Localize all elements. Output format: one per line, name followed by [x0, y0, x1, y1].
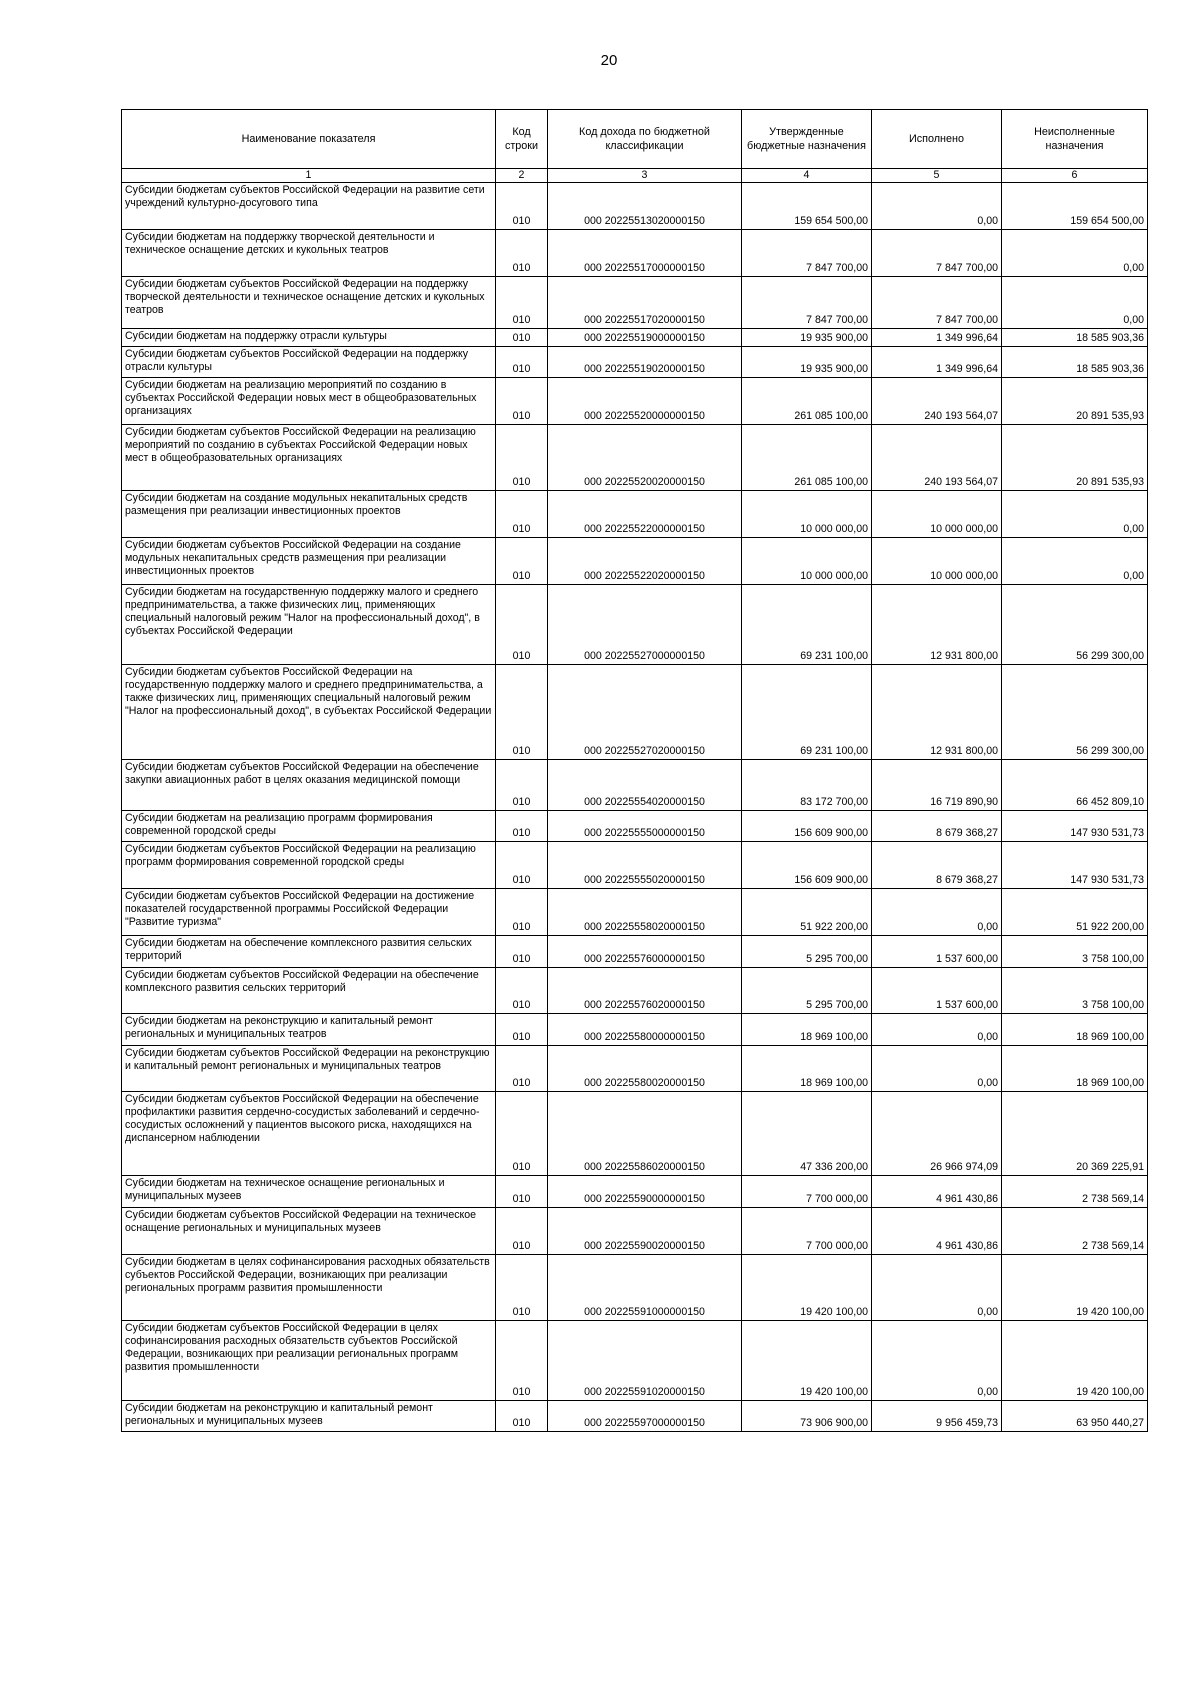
- row-indicator-name: Субсидии бюджетам субъектов Российской Федерации на создание модульных некапитальных средств размещения при реализации инвестиционных проектов: [122, 538, 496, 585]
- row-executed: 12 931 800,00: [872, 665, 1002, 760]
- row-income-code: 000 20225522000000150: [548, 491, 742, 538]
- row-income-code: 000 20225590000000150: [548, 1176, 742, 1208]
- table-row: [122, 1321, 1148, 1401]
- row-line-code: 010: [496, 842, 548, 889]
- row-approved: 10 000 000,00: [742, 538, 872, 585]
- row-income-code: 000 20225576000000150: [548, 936, 742, 968]
- row-unexecuted: 0,00: [1002, 538, 1148, 585]
- table-row: [122, 1014, 1148, 1046]
- budget-execution-table: [121, 109, 1148, 1432]
- row-approved: 156 609 900,00: [742, 842, 872, 889]
- row-executed: 240 193 564,07: [872, 378, 1002, 425]
- row-line-code: 010: [496, 760, 548, 811]
- row-indicator-name: Субсидии бюджетам на поддержку отрасли культуры: [122, 329, 496, 347]
- table-row: [122, 1176, 1148, 1208]
- row-approved: 73 906 900,00: [742, 1401, 872, 1432]
- row-approved: 19 935 900,00: [742, 329, 872, 347]
- row-approved: 261 085 100,00: [742, 425, 872, 491]
- page-number: 20: [600, 52, 618, 69]
- row-executed: 1 349 996,64: [872, 347, 1002, 378]
- table-row: [122, 1208, 1148, 1255]
- column-number: 1: [122, 169, 496, 183]
- row-line-code: 010: [496, 538, 548, 585]
- row-indicator-name: Субсидии бюджетам субъектов Российской Федерации на обеспечение закупки авиационных работ в целях оказания медицинской помощи: [122, 760, 496, 811]
- row-approved: 156 609 900,00: [742, 811, 872, 842]
- row-indicator-name: Субсидии бюджетам на создание модульных некапитальных средств размещения при реализации инвестиционных проектов: [122, 491, 496, 538]
- table-row: [122, 329, 1148, 347]
- header-line-code: Код строки: [496, 110, 548, 169]
- row-indicator-name: Субсидии бюджетам на реализацию программ формирования современной городской среды: [122, 811, 496, 842]
- header-indicator-name: Наименование показателя: [122, 110, 496, 169]
- row-approved: 18 969 100,00: [742, 1046, 872, 1092]
- row-line-code: 010: [496, 1092, 548, 1176]
- row-line-code: 010: [496, 425, 548, 491]
- row-income-code: 000 20225517020000150: [548, 277, 742, 329]
- row-approved: 83 172 700,00: [742, 760, 872, 811]
- table-row: [122, 1255, 1148, 1321]
- row-approved: 5 295 700,00: [742, 968, 872, 1014]
- row-line-code: 010: [496, 491, 548, 538]
- table-row: [122, 491, 1148, 538]
- row-unexecuted: 18 969 100,00: [1002, 1046, 1148, 1092]
- row-line-code: 010: [496, 1255, 548, 1321]
- header-row: [122, 110, 1148, 169]
- row-indicator-name: Субсидии бюджетам субъектов Российской Федерации на техническое оснащение региональных и муниципальных музеев: [122, 1208, 496, 1255]
- row-income-code: 000 20225520000000150: [548, 378, 742, 425]
- row-income-code: 000 20225580000000150: [548, 1014, 742, 1046]
- table-row: [122, 936, 1148, 968]
- table-row: [122, 760, 1148, 811]
- row-unexecuted: 20 891 535,93: [1002, 378, 1148, 425]
- row-unexecuted: 147 930 531,73: [1002, 842, 1148, 889]
- row-unexecuted: 18 585 903,36: [1002, 347, 1148, 378]
- row-income-code: 000 20225576020000150: [548, 968, 742, 1014]
- row-approved: 5 295 700,00: [742, 936, 872, 968]
- row-executed: 16 719 890,90: [872, 760, 1002, 811]
- row-line-code: 010: [496, 1176, 548, 1208]
- row-approved: 7 700 000,00: [742, 1208, 872, 1255]
- row-income-code: 000 20225580020000150: [548, 1046, 742, 1092]
- row-income-code: 000 20225586020000150: [548, 1092, 742, 1176]
- row-executed: 1 349 996,64: [872, 329, 1002, 347]
- row-executed: 7 847 700,00: [872, 277, 1002, 329]
- row-income-code: 000 20225519020000150: [548, 347, 742, 378]
- table-row: [122, 378, 1148, 425]
- row-indicator-name: Субсидии бюджетам на поддержку творческой деятельности и техническое оснащение детских и кукольных театров: [122, 230, 496, 277]
- row-approved: 51 922 200,00: [742, 889, 872, 936]
- row-executed: 8 679 368,27: [872, 811, 1002, 842]
- row-executed: 4 961 430,86: [872, 1176, 1002, 1208]
- column-number: 5: [872, 169, 1002, 183]
- row-line-code: 010: [496, 811, 548, 842]
- header-approved: Утвержденные бюджетные назначения: [742, 110, 872, 169]
- row-income-code: 000 20225555000000150: [548, 811, 742, 842]
- row-unexecuted: 20 891 535,93: [1002, 425, 1148, 491]
- row-income-code: 000 20225597000000150: [548, 1401, 742, 1432]
- row-executed: 8 679 368,27: [872, 842, 1002, 889]
- table-row: [122, 842, 1148, 889]
- row-income-code: 000 20225522020000150: [548, 538, 742, 585]
- row-approved: 18 969 100,00: [742, 1014, 872, 1046]
- row-line-code: 010: [496, 183, 548, 230]
- row-unexecuted: 19 420 100,00: [1002, 1255, 1148, 1321]
- row-unexecuted: 0,00: [1002, 230, 1148, 277]
- row-unexecuted: 0,00: [1002, 277, 1148, 329]
- row-approved: 7 847 700,00: [742, 277, 872, 329]
- row-income-code: 000 20225519000000150: [548, 329, 742, 347]
- row-approved: 10 000 000,00: [742, 491, 872, 538]
- column-number: 4: [742, 169, 872, 183]
- row-approved: 159 654 500,00: [742, 183, 872, 230]
- table-row: [122, 585, 1148, 665]
- row-income-code: 000 20225513020000150: [548, 183, 742, 230]
- row-indicator-name: Субсидии бюджетам субъектов Российской Федерации на поддержку творческой деятельности и техническое оснащение детских и кукольных театров: [122, 277, 496, 329]
- row-indicator-name: Субсидии бюджетам субъектов Российской Федерации на обеспечение профилактики развития сердечно-сосудистых заболеваний и сердечно-сосудистых осложнений у пациентов высокого риска, находящихся на диспансерном наблюдении: [122, 1092, 496, 1176]
- row-income-code: 000 20225527020000150: [548, 665, 742, 760]
- row-approved: 19 935 900,00: [742, 347, 872, 378]
- row-indicator-name: Субсидии бюджетам субъектов Российской Федерации на достижение показателей государственной программы Российской Федерации "Развитие туризма": [122, 889, 496, 936]
- row-approved: 19 420 100,00: [742, 1255, 872, 1321]
- row-line-code: 010: [496, 230, 548, 277]
- row-indicator-name: Субсидии бюджетам субъектов Российской Федерации на поддержку отрасли культуры: [122, 347, 496, 378]
- row-executed: 10 000 000,00: [872, 538, 1002, 585]
- row-unexecuted: 18 585 903,36: [1002, 329, 1148, 347]
- row-executed: 0,00: [872, 183, 1002, 230]
- table-row: [122, 889, 1148, 936]
- header-executed: Исполнено: [872, 110, 1002, 169]
- row-line-code: 010: [496, 1014, 548, 1046]
- table-body: [122, 183, 1148, 1432]
- row-indicator-name: Субсидии бюджетам субъектов Российской Федерации в целях софинансирования расходных обязательств субъектов Российской Федерации, возникающих при реализации региональных программ развития промышленности: [122, 1321, 496, 1401]
- row-income-code: 000 20225555020000150: [548, 842, 742, 889]
- row-line-code: 010: [496, 889, 548, 936]
- table-row: [122, 347, 1148, 378]
- row-unexecuted: 66 452 809,10: [1002, 760, 1148, 811]
- row-indicator-name: Субсидии бюджетам на государственную поддержку малого и среднего предпринимательства, а также физических лиц, применяющих специальный налоговый режим "Налог на профессиональный доход", в субъектах Российской Федерации: [122, 585, 496, 665]
- row-income-code: 000 20225558020000150: [548, 889, 742, 936]
- table-row: [122, 425, 1148, 491]
- row-approved: 7 847 700,00: [742, 230, 872, 277]
- row-unexecuted: 56 299 300,00: [1002, 665, 1148, 760]
- table-row: [122, 811, 1148, 842]
- row-approved: 7 700 000,00: [742, 1176, 872, 1208]
- table-row: [122, 183, 1148, 230]
- row-line-code: 010: [496, 1046, 548, 1092]
- row-line-code: 010: [496, 329, 548, 347]
- table-row: [122, 230, 1148, 277]
- column-number: 3: [548, 169, 742, 183]
- row-indicator-name: Субсидии бюджетам субъектов Российской Федерации на обеспечение комплексного развития сельских территорий: [122, 968, 496, 1014]
- row-executed: 26 966 974,09: [872, 1092, 1002, 1176]
- row-indicator-name: Субсидии бюджетам на реконструкцию и капитальный ремонт региональных и муниципальных театров: [122, 1014, 496, 1046]
- row-income-code: 000 20225527000000150: [548, 585, 742, 665]
- row-unexecuted: 20 369 225,91: [1002, 1092, 1148, 1176]
- row-approved: 19 420 100,00: [742, 1321, 872, 1401]
- header-unexecuted: Неисполненные назначения: [1002, 110, 1148, 169]
- row-income-code: 000 20225591020000150: [548, 1321, 742, 1401]
- column-number: 2: [496, 169, 548, 183]
- row-indicator-name: Субсидии бюджетам на реконструкцию и капитальный ремонт региональных и муниципальных музеев: [122, 1401, 496, 1432]
- row-unexecuted: 2 738 569,14: [1002, 1176, 1148, 1208]
- column-number-row: [122, 169, 1148, 183]
- row-unexecuted: 63 950 440,27: [1002, 1401, 1148, 1432]
- row-unexecuted: 56 299 300,00: [1002, 585, 1148, 665]
- row-unexecuted: 147 930 531,73: [1002, 811, 1148, 842]
- row-income-code: 000 20225517000000150: [548, 230, 742, 277]
- row-unexecuted: 51 922 200,00: [1002, 889, 1148, 936]
- row-indicator-name: Субсидии бюджетам субъектов Российской Федерации на реализацию программ формирования современной городской среды: [122, 842, 496, 889]
- row-unexecuted: 18 969 100,00: [1002, 1014, 1148, 1046]
- row-income-code: 000 20225591000000150: [548, 1255, 742, 1321]
- row-executed: 1 537 600,00: [872, 968, 1002, 1014]
- header-income-code: Код дохода по бюджетной классификации: [548, 110, 742, 169]
- row-line-code: 010: [496, 1321, 548, 1401]
- table-row: [122, 1401, 1148, 1432]
- row-unexecuted: 159 654 500,00: [1002, 183, 1148, 230]
- row-executed: 10 000 000,00: [872, 491, 1002, 538]
- row-indicator-name: Субсидии бюджетам субъектов Российской Федерации на реализацию мероприятий по созданию в субъектах Российской Федерации новых мест в общеобразовательных организациях: [122, 425, 496, 491]
- table-row: [122, 665, 1148, 760]
- row-line-code: 010: [496, 378, 548, 425]
- row-indicator-name: Субсидии бюджетам субъектов Российской Федерации на реконструкцию и капитальный ремонт региональных и муниципальных театров: [122, 1046, 496, 1092]
- row-line-code: 010: [496, 1401, 548, 1432]
- table-row: [122, 1092, 1148, 1176]
- row-executed: 7 847 700,00: [872, 230, 1002, 277]
- row-unexecuted: 19 420 100,00: [1002, 1321, 1148, 1401]
- table-row: [122, 277, 1148, 329]
- row-executed: 0,00: [872, 1255, 1002, 1321]
- row-line-code: 010: [496, 277, 548, 329]
- row-approved: 47 336 200,00: [742, 1092, 872, 1176]
- row-indicator-name: Субсидии бюджетам на реализацию мероприятий по созданию в субъектах Российской Федерации новых мест в общеобразовательных организациях: [122, 378, 496, 425]
- table-row: [122, 968, 1148, 1014]
- row-executed: 0,00: [872, 1046, 1002, 1092]
- table-row: [122, 1046, 1148, 1092]
- row-executed: 12 931 800,00: [872, 585, 1002, 665]
- row-executed: 4 961 430,86: [872, 1208, 1002, 1255]
- row-executed: 9 956 459,73: [872, 1401, 1002, 1432]
- row-indicator-name: Субсидии бюджетам субъектов Российской Федерации на государственную поддержку малого и среднего предпринимательства, а также физических лиц, применяющих специальный налоговый режим "Налог на профессиональный доход", в субъектах Российской Федерации: [122, 665, 496, 760]
- row-executed: 1 537 600,00: [872, 936, 1002, 968]
- column-number: 6: [1002, 169, 1148, 183]
- row-line-code: 010: [496, 585, 548, 665]
- row-unexecuted: 3 758 100,00: [1002, 936, 1148, 968]
- row-line-code: 010: [496, 1208, 548, 1255]
- row-income-code: 000 20225520020000150: [548, 425, 742, 491]
- row-unexecuted: 2 738 569,14: [1002, 1208, 1148, 1255]
- row-line-code: 010: [496, 936, 548, 968]
- row-approved: 261 085 100,00: [742, 378, 872, 425]
- row-executed: 0,00: [872, 889, 1002, 936]
- row-line-code: 010: [496, 347, 548, 378]
- row-executed: 0,00: [872, 1321, 1002, 1401]
- table-row: [122, 538, 1148, 585]
- row-indicator-name: Субсидии бюджетам на обеспечение комплексного развития сельских территорий: [122, 936, 496, 968]
- row-income-code: 000 20225590020000150: [548, 1208, 742, 1255]
- row-income-code: 000 20225554020000150: [548, 760, 742, 811]
- row-unexecuted: 3 758 100,00: [1002, 968, 1148, 1014]
- row-indicator-name: Субсидии бюджетам субъектов Российской Федерации на развитие сети учреждений культурно-досугового типа: [122, 183, 496, 230]
- row-line-code: 010: [496, 665, 548, 760]
- row-approved: 69 231 100,00: [742, 665, 872, 760]
- row-approved: 69 231 100,00: [742, 585, 872, 665]
- row-line-code: 010: [496, 968, 548, 1014]
- row-executed: 0,00: [872, 1014, 1002, 1046]
- row-unexecuted: 0,00: [1002, 491, 1148, 538]
- row-indicator-name: Субсидии бюджетам на техническое оснащение региональных и муниципальных музеев: [122, 1176, 496, 1208]
- row-indicator-name: Субсидии бюджетам в целях софинансирования расходных обязательств субъектов Российской Федерации, возникающих при реализации региональных программ развития промышленности: [122, 1255, 496, 1321]
- row-executed: 240 193 564,07: [872, 425, 1002, 491]
